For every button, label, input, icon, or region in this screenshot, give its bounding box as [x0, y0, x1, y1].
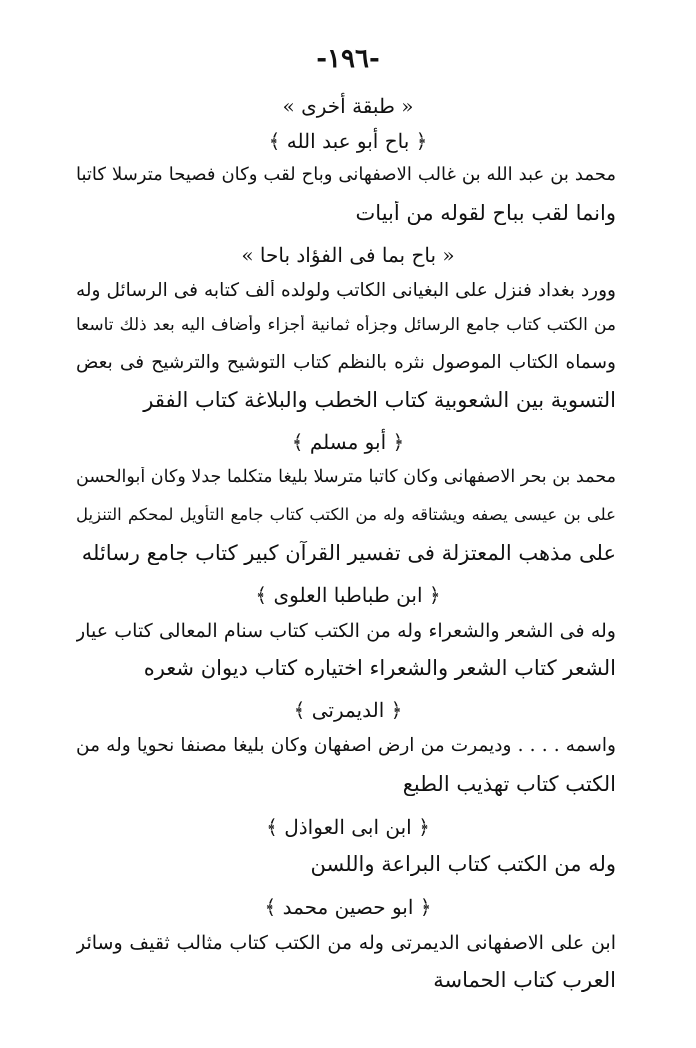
entry-heading: ﴿ ابن طباطبا العلوى ﴾	[255, 583, 441, 607]
entry-heading: ﴿ أبو مسلم ﴾	[291, 430, 405, 454]
text-line: التسوية بين الشعوبية كتاب الخطب والبلاغة كتاب الفقر	[143, 388, 616, 412]
text-line: على مذهب المعتزلة فى تفسير القرآن كبير كتاب جامع رسائله	[81, 541, 616, 565]
text-line: وسماه الكتاب الموصول نثره بالنظم كتاب التوشيح والترشيح فى بعض	[76, 352, 616, 373]
text-line: وورد بغداد فنزل على البغيانى الكاتب ولولده ألف كتابه فى الرسائل وله	[76, 280, 616, 301]
entry-heading: ﴿ ابن ابى العواذل ﴾	[266, 815, 430, 839]
text-line: الشعر كتاب الشعر والشعراء اختياره كتاب ديوان شعره	[143, 656, 616, 680]
text-line: واسمه . . . . وديمرت من ارض اصفهان وكان بليغا مصنفا نحويا وله من	[76, 735, 616, 756]
text-line: من الكتب كتاب جامع الرسائل وجزأه ثمانية أجزاء وأضاف اليه بعد ذلك تاسعا	[76, 315, 616, 335]
text-line: محمد بن بحر الاصفهانى وكان كاتبا مترسلا بليغا متكلما جدلا وكان أبوالحسن	[76, 467, 616, 487]
text-line: العرب كتاب الحماسة	[433, 968, 616, 992]
entry-heading: ﴿ ابو حصين محمد ﴾	[264, 895, 432, 919]
entry-heading: ﴿ الديمرتى ﴾	[293, 698, 403, 722]
text-line: محمد بن عبد الله بن غالب الاصفهانى وباح لقب وكان فصيحا مترسلا كاتبا	[76, 164, 616, 185]
page-number: -١٩٦-	[316, 44, 380, 74]
text-line: وله فى الشعر والشعراء وله من الكتب كتاب سنام المعالى كتاب عيار	[76, 620, 616, 642]
text-line: الكتب كتاب تهذيب الطبع	[402, 772, 616, 796]
text-line: وانما لقب بباح لقوله من أبيات	[355, 201, 616, 225]
section-heading: « طبقة أخرى »	[282, 94, 414, 118]
text-line: على بن عيسى يصفه ويشتاقه وله من الكتب كتاب جامع التأويل لمحكم التنزيل	[76, 505, 616, 524]
text-line: وله من الكتب كتاب البراعة واللسن	[310, 852, 616, 876]
entry-heading: ﴿ باح أبو عبد الله ﴾	[268, 129, 428, 153]
text-line: ابن على الاصفهانى الديمرتى وله من الكتب كتاب مثالب ثقيف وسائر	[76, 932, 616, 954]
verse-quote: « باح بما فى الفؤاد باحا »	[241, 243, 455, 267]
